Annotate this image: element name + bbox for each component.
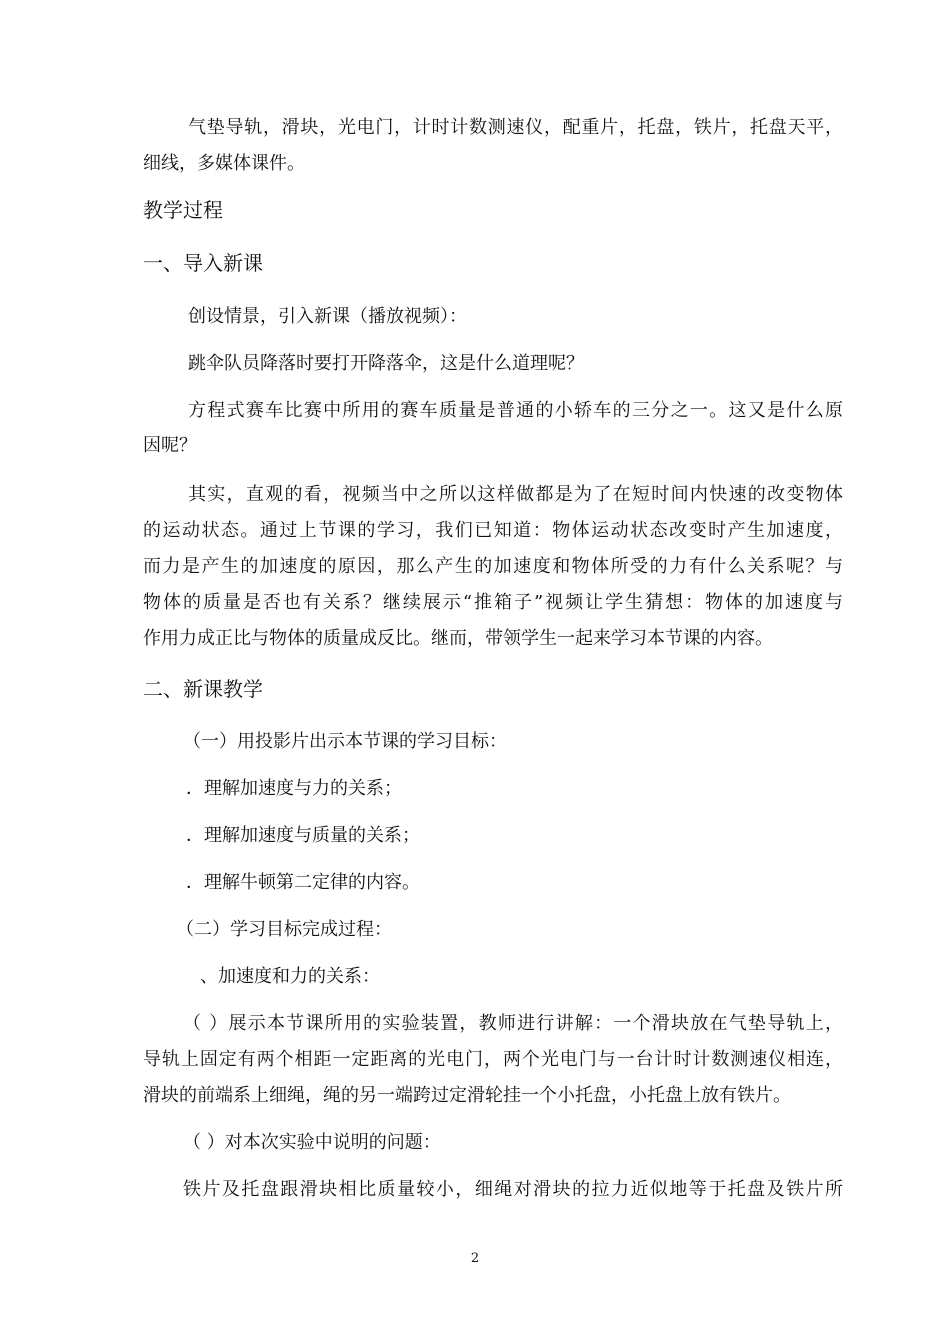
objective-item-3: ．理解牛顿第二定律的内容。 — [186, 872, 420, 893]
heading-section-2: 二、新课教学 — [143, 677, 263, 701]
intro-paragraph-1: 创设情景，引入新课（播放视频）： — [188, 306, 467, 327]
heading-teaching-process: 教学过程 — [143, 198, 223, 222]
intro-paragraph-3-line-1: 方程式赛车比赛中所用的赛车质量是普通的小轿车的三分之一。这又是什么原 — [188, 400, 843, 421]
subheading-process: （二）学习目标完成过程： — [176, 919, 392, 940]
intro-paragraph-4-line-1: 其实，直观的看，视频当中之所以这样做都是为了在短时间内快速的改变物体 — [188, 484, 843, 505]
intro-paragraph-4-line-4: 物体的质量是否也有关系？继续展示“推箱子”视频让学生猜想：物体的加速度与 — [143, 592, 843, 613]
page-number: 2 — [470, 1251, 480, 1266]
process-item-1: 、加速度和力的关系： — [200, 966, 380, 987]
step-2: （ ）对本次实验中说明的问题： — [183, 1132, 441, 1153]
intro-paragraph-4-line-3: 而力是产生的加速度的原因，那么产生的加速度和物体所受的力有什么关系呢？与 — [143, 556, 843, 577]
subheading-objectives: （一）用投影片出示本节课的学习目标： — [183, 731, 507, 752]
step-1-line-3: 滑块的前端系上细绳，绳的另一端跨过定滑轮挂一个小托盘，小托盘上放有铁片。 — [143, 1085, 791, 1106]
intro-paragraph-4-line-2: 的运动状态。通过上节课的学习，我们已知道：物体运动状态改变时产生加速度， — [143, 520, 843, 541]
intro-paragraph-3-line-2: 因呢？ — [143, 435, 197, 456]
step-1-line-1: （ ）展示本节课所用的实验装置，教师进行讲解：一个滑块放在气垫导轨上， — [183, 1013, 843, 1034]
intro-paragraph-4-line-5: 作用力成正比与物体的质量成反比。继而，带领学生一起来学习本节课的内容。 — [143, 628, 773, 649]
intro-paragraph-2: 跳伞队员降落时要打开降落伞，这是什么道理呢？ — [188, 353, 584, 374]
equipment-line-2: 细线，多媒体课件。 — [143, 153, 305, 174]
heading-section-1: 一、导入新课 — [143, 251, 263, 275]
equipment-line-1: 气垫导轨，滑块，光电门，计时计数测速仪，配重片，托盘，铁片，托盘天平， — [188, 117, 843, 138]
objective-item-1: ．理解加速度与力的关系； — [186, 778, 402, 799]
objective-item-2: ．理解加速度与质量的关系； — [186, 825, 420, 846]
step-1-line-2: 导轨上固定有两个相距一定距离的光电门，两个光电门与一台计时计数测速仪相连， — [143, 1049, 843, 1070]
last-paragraph-line: 铁片及托盘跟滑块相比质量较小，细绳对滑块的拉力近似地等于托盘及铁片所 — [183, 1179, 843, 1200]
